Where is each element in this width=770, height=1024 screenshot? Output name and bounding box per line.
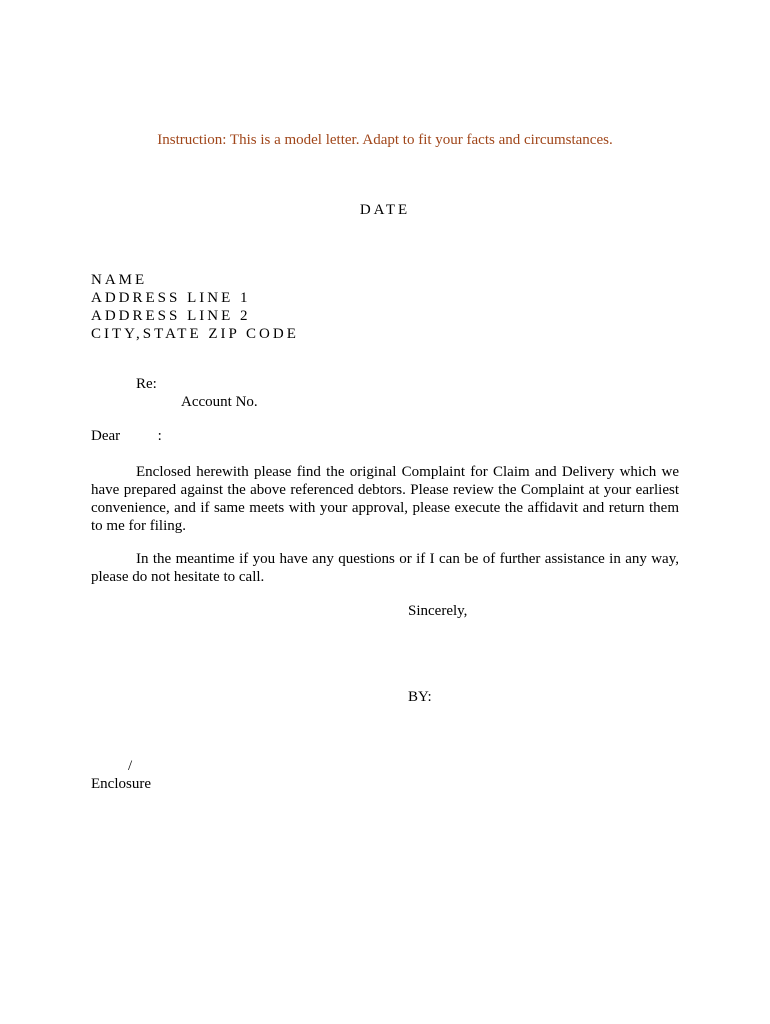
address-line-1: ADDRESS LINE 1 [91, 290, 251, 306]
body-paragraph-2: In the meantime if you have any questions or if I can be of further assistance in any way, please do not hesitate to call. [91, 551, 679, 585]
body-paragraph-1: Enclosed herewith please find the original Complaint for Claim and Delivery which we have prepared against the above referenced debtors. Please review the Complaint at your earliest convenience, and if same meets with your approval, please execute the affidavit and return them to me for filing. [91, 464, 679, 534]
closing: Sincerely, [408, 603, 468, 619]
address-line-2: ADDRESS LINE 2 [91, 308, 251, 324]
initials-separator: / [128, 758, 133, 774]
recipient-name: NAME [91, 272, 148, 288]
signature-by-label: BY: [408, 689, 432, 705]
city-state-zip: CITY,STATE ZIP CODE [91, 326, 299, 342]
re-label: Re: [136, 376, 157, 392]
salutation: Dear : [91, 428, 162, 444]
account-number-label: Account No. [181, 394, 258, 410]
enclosure-note: Enclosure [91, 776, 151, 792]
instruction-note: Instruction: This is a model letter. Adapt to fit your facts and circumstances. [157, 132, 613, 148]
date-placeholder: DATE [359, 202, 411, 218]
recipient-address [91, 271, 299, 343]
